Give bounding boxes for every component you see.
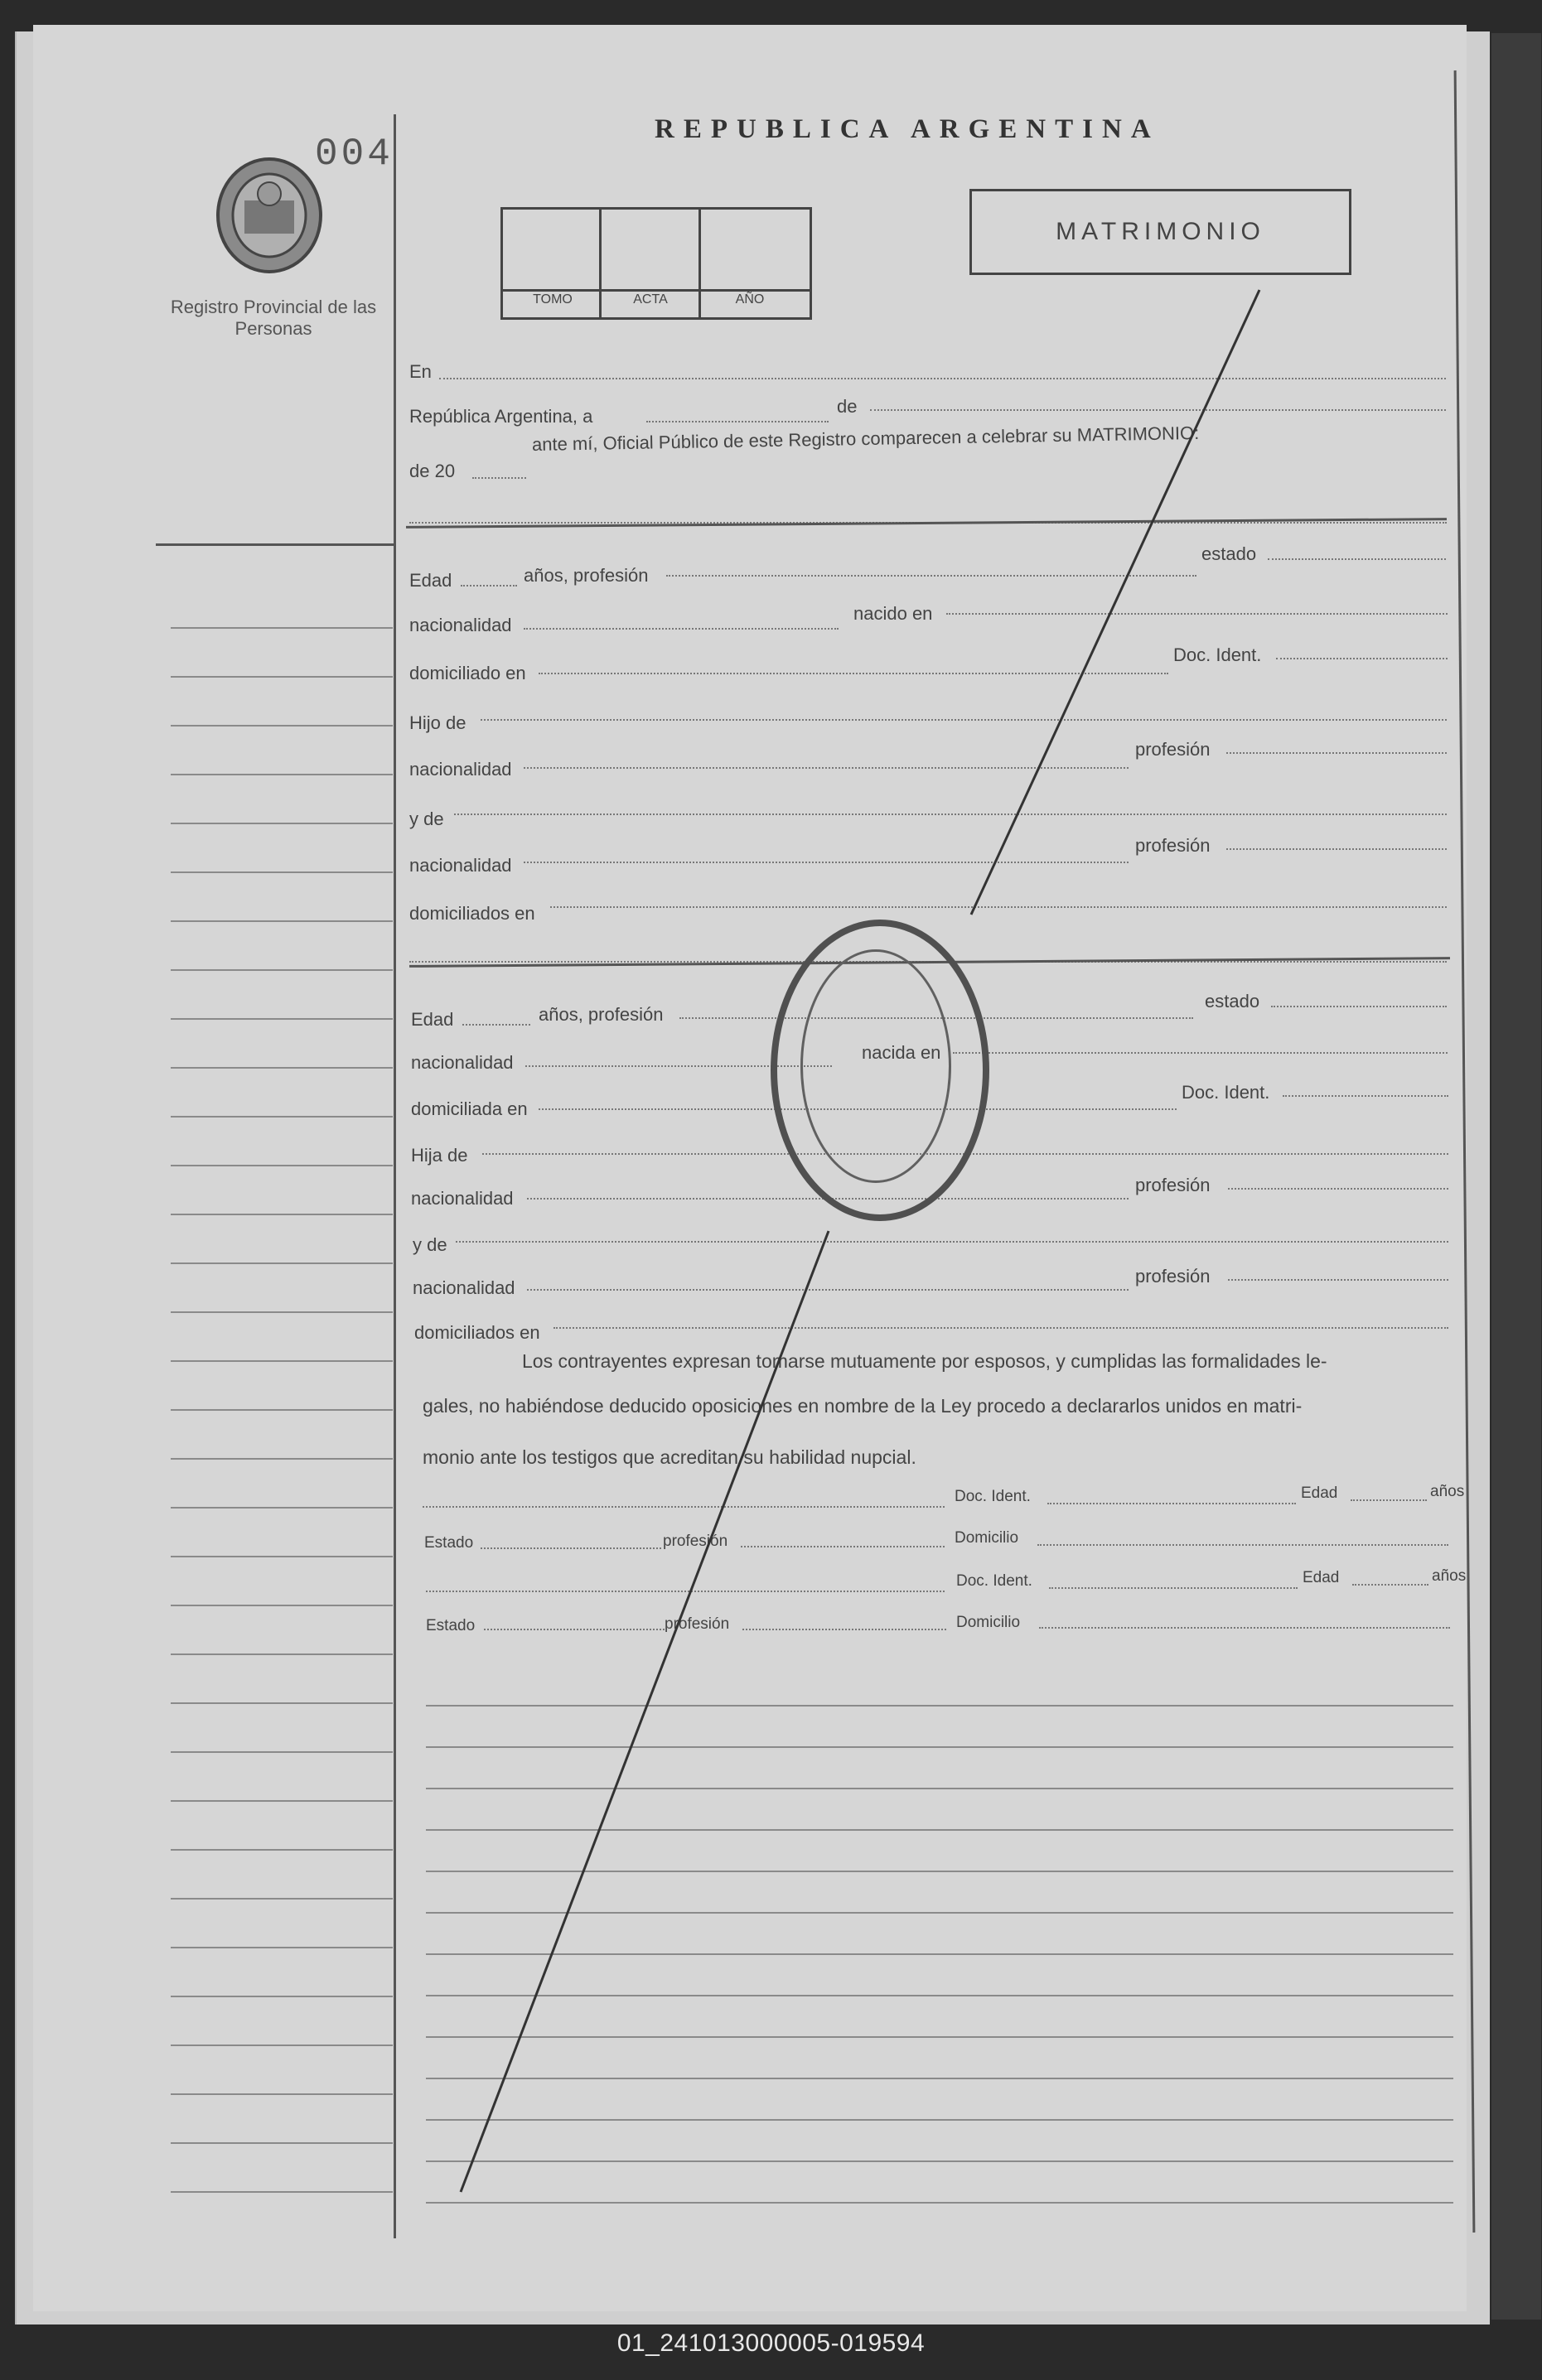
c2-y-de-label: y de — [413, 1234, 447, 1255]
testigo2-edad-label: Edad — [1303, 1569, 1340, 1586]
testigo1-edad-label: Edad — [1301, 1484, 1338, 1502]
c1-madre-nacionalidad-label: nacionalidad — [409, 855, 512, 876]
c1-anos-profesion-label: años, profesión — [524, 565, 649, 586]
folio-number: 004 — [315, 133, 394, 176]
acta-header: ACTA — [633, 292, 668, 307]
testigo2-anos-label: años — [1432, 1567, 1467, 1585]
registry-name: Registro Provincial de las Personas — [170, 297, 377, 339]
c1-madre-profesion-label: profesión — [1135, 835, 1211, 856]
c2-padre-profesion-label: profesión — [1135, 1175, 1211, 1195]
c1-edad-label: Edad — [409, 570, 452, 591]
c2-padre-nacionalidad-label: nacionalidad — [411, 1188, 514, 1209]
c1-estado-label: estado — [1201, 543, 1257, 564]
republica-label: República Argentina, a — [409, 406, 593, 427]
c1-padre-profesion-label: profesión — [1135, 739, 1211, 760]
c1-doc-ident-label: Doc. Ident. — [1173, 644, 1262, 665]
c2-nacionalidad-label: nacionalidad — [411, 1052, 514, 1073]
c2-nacida-en-label: nacida en — [862, 1042, 941, 1063]
en-label: En — [409, 361, 432, 382]
c1-nacido-en-label: nacido en — [853, 603, 933, 624]
ante-label: ante mí, Oficial Público de este Registro comparecen a celebrar su MATRIMONIO: — [531, 422, 1200, 455]
testigo2-profesion-label: profesión — [665, 1615, 730, 1633]
country-title: REPUBLICA ARGENTINA — [655, 114, 1160, 144]
declaration-line-2: gales, no habiéndose deducido oposiciones en nombre de la Ley procedo a declararlos unidos en matri- — [423, 1395, 1303, 1417]
footer-code: 01_241013000005-019594 — [616, 2329, 926, 2357]
testigo2-doc-label: Doc. Ident. — [956, 1572, 1032, 1590]
c2-estado-label: estado — [1205, 991, 1260, 1011]
declaration-line-3: monio ante los testigos que acreditan su habilidad nupcial. — [423, 1446, 916, 1468]
c1-domiciliados-en-label: domiciliados en — [409, 903, 535, 924]
c2-hija-de-label: Hija de — [411, 1145, 468, 1166]
c2-domiciliada-en-label: domiciliada en — [411, 1098, 528, 1119]
c2-domiciliados-en-label: domiciliados en — [414, 1322, 540, 1343]
c1-hijo-de-label: Hijo de — [409, 712, 466, 733]
c2-madre-profesion-label: profesión — [1135, 1266, 1211, 1287]
testigo2-domicilio-label: Domicilio — [956, 1614, 1021, 1631]
testigo1-estado-label: Estado — [424, 1534, 474, 1552]
c1-nacionalidad-label: nacionalidad — [409, 615, 512, 635]
testigo1-domicilio-label: Domicilio — [955, 1529, 1019, 1547]
c1-y-de-label: y de — [409, 809, 444, 829]
testigo1-profesion-label: profesión — [663, 1533, 728, 1550]
testigo2-estado-label: Estado — [426, 1617, 476, 1634]
c1-padre-nacionalidad-label: nacionalidad — [409, 759, 512, 780]
testigo1-anos-label: años — [1430, 1483, 1465, 1500]
tomo-header: TOMO — [533, 292, 573, 307]
declaration-line-1: Los contrayentes expresan tomarse mutuamente por esposos, y cumplidas las formalidades le- — [522, 1350, 1327, 1372]
testigo1-doc-label: Doc. Ident. — [955, 1488, 1031, 1505]
de-label: de — [837, 396, 858, 417]
c2-madre-nacionalidad-label: nacionalidad — [413, 1277, 515, 1298]
c1-domiciliado-en-label: domiciliado en — [409, 663, 526, 683]
ano-header: AÑO — [735, 292, 765, 307]
c2-edad-label: Edad — [411, 1009, 454, 1030]
c2-anos-profesion-label: años, profesión — [539, 1004, 664, 1025]
de20-label: de 20 — [409, 461, 456, 481]
act-type-label: MATRIMONIO — [1056, 218, 1265, 245]
c2-doc-ident-label: Doc. Ident. — [1182, 1082, 1270, 1103]
